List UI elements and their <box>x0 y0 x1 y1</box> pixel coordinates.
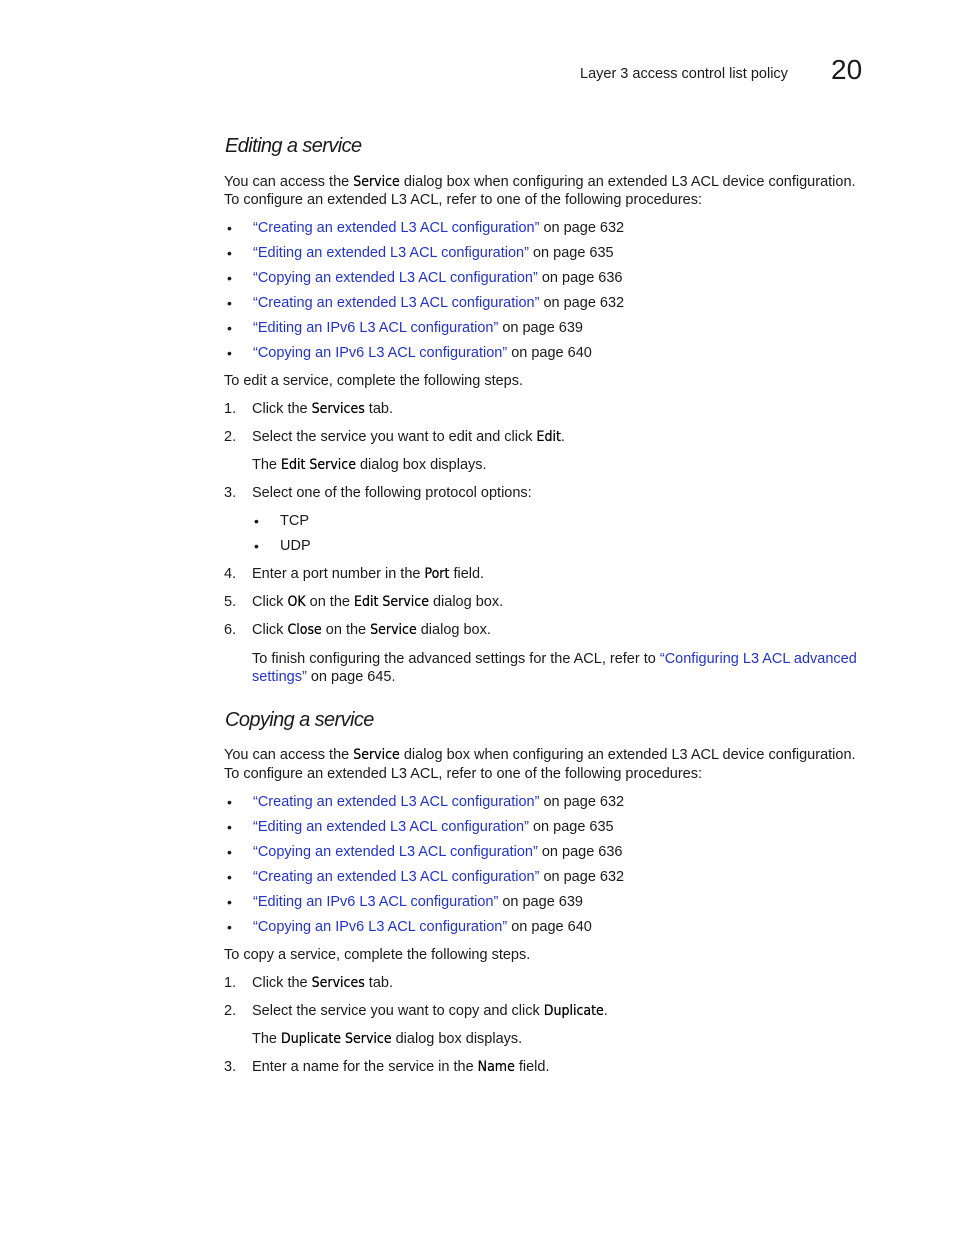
bullet: • <box>227 844 232 860</box>
cross-reference-link[interactable]: “Creating an extended L3 ACL configuration” <box>253 295 540 311</box>
step-number: 6. <box>224 622 237 638</box>
copying-steps-intro: To copy a service, complete the following steps. <box>224 947 531 963</box>
cross-reference-link[interactable]: “Editing an extended L3 ACL configuration” <box>253 819 529 835</box>
list-item: “Editing an IPv6 L3 ACL configuration” on page 639 <box>253 320 583 336</box>
copying-step-2-note: The Duplicate Service dialog box displays. <box>252 1031 523 1047</box>
step-number: 3. <box>224 485 237 501</box>
editing-finish-line1: To finish configuring the advanced settings for the ACL, refer to “Configuring L3 ACL advanced <box>252 651 857 667</box>
list-item: “Editing an extended L3 ACL configuration” on page 635 <box>253 245 614 261</box>
list-item: “Copying an extended L3 ACL configuration” on page 636 <box>253 844 623 860</box>
bullet: • <box>227 794 232 810</box>
editing-step-6: Click Close on the Service dialog box. <box>252 622 491 638</box>
bullet: • <box>254 538 259 554</box>
editing-step-3: Select one of the following protocol options: <box>252 485 532 501</box>
bullet: • <box>227 819 232 835</box>
editing-step-2: Select the service you want to edit and click Edit. <box>252 429 565 445</box>
cross-reference-link[interactable]: “Creating an extended L3 ACL configuration” <box>253 220 540 236</box>
copying-step-3: Enter a name for the service in the Name field. <box>252 1059 550 1075</box>
cross-reference-link[interactable]: “Copying an IPv6 L3 ACL configuration” <box>253 345 508 361</box>
bullet: • <box>227 894 232 910</box>
cross-reference-link[interactable]: “Editing an extended L3 ACL configuration” <box>253 245 529 261</box>
copying-intro-line2: To configure an extended L3 ACL, refer to one of the following procedures: <box>224 766 703 782</box>
list-item: “Copying an IPv6 L3 ACL configuration” on page 640 <box>253 919 592 935</box>
list-item: “Copying an extended L3 ACL configuration” on page 636 <box>253 270 623 286</box>
editing-step-4: Enter a port number in the Port field. <box>252 566 485 582</box>
list-item: “Creating an extended L3 ACL configuration” on page 632 <box>253 794 625 810</box>
chapter-title: Layer 3 access control list policy <box>580 66 788 82</box>
step-number: 2. <box>224 429 237 445</box>
step-number: 2. <box>224 1003 237 1019</box>
cross-reference-link[interactable]: “Copying an extended L3 ACL configuration” <box>253 270 538 286</box>
step-number: 1. <box>224 975 237 991</box>
bullet: • <box>227 220 232 236</box>
editing-steps-intro: To edit a service, complete the following steps. <box>224 373 524 389</box>
bullet: • <box>227 270 232 286</box>
list-item: “Copying an IPv6 L3 ACL configuration” on page 640 <box>253 345 592 361</box>
list-item: “Creating an extended L3 ACL configuration” on page 632 <box>253 869 625 885</box>
bullet: • <box>254 513 259 529</box>
step-number: 4. <box>224 566 237 582</box>
cross-reference-link[interactable]: “Editing an IPv6 L3 ACL configuration” <box>253 894 499 910</box>
cross-reference-link[interactable]: “Copying an IPv6 L3 ACL configuration” <box>253 919 508 935</box>
protocol-option: TCP <box>280 513 309 529</box>
step-number: 3. <box>224 1059 237 1075</box>
editing-step-1: Click the Services tab. <box>252 401 393 417</box>
cross-reference-link[interactable]: “Creating an extended L3 ACL configuration” <box>253 794 540 810</box>
cross-reference-link[interactable]: “Creating an extended L3 ACL configuration” <box>253 869 540 885</box>
copying-section-heading: Copying a service <box>225 709 374 731</box>
bullet: • <box>227 919 232 935</box>
copying-step-1: Click the Services tab. <box>252 975 393 991</box>
bullet: • <box>227 320 232 336</box>
list-item: “Editing an IPv6 L3 ACL configuration” on page 639 <box>253 894 583 910</box>
bullet: • <box>227 869 232 885</box>
step-number: 5. <box>224 594 237 610</box>
editing-step-2-note: The Edit Service dialog box displays. <box>252 457 487 473</box>
bullet: • <box>227 295 232 311</box>
step-number: 1. <box>224 401 237 417</box>
editing-finish-line2: settings” on page 645. <box>252 669 396 685</box>
copying-step-2: Select the service you want to copy and click Duplicate. <box>252 1003 608 1019</box>
list-item: “Editing an extended L3 ACL configuration” on page 635 <box>253 819 614 835</box>
editing-intro-line2: To configure an extended L3 ACL, refer to one of the following procedures: <box>224 192 703 208</box>
cross-reference-link[interactable]: “Editing an IPv6 L3 ACL configuration” <box>253 320 499 336</box>
cross-reference-link[interactable]: “Configuring L3 ACL advanced <box>659 651 857 667</box>
chapter-number: 20 <box>831 54 863 85</box>
list-item: “Creating an extended L3 ACL configuration” on page 632 <box>253 220 625 236</box>
protocol-option: UDP <box>280 538 311 554</box>
editing-step-5: Click OK on the Edit Service dialog box. <box>252 594 504 610</box>
copying-intro-line1: You can access the Service dialog box when configuring an extended L3 ACL device configuration. <box>224 747 856 763</box>
editing-section-heading: Editing a service <box>225 135 362 157</box>
bullet: • <box>227 345 232 361</box>
bullet: • <box>227 245 232 261</box>
cross-reference-link[interactable]: “Copying an extended L3 ACL configuration” <box>253 844 538 860</box>
cross-reference-link[interactable]: settings” <box>252 669 307 685</box>
list-item: “Creating an extended L3 ACL configuration” on page 632 <box>253 295 625 311</box>
editing-intro-line1: You can access the Service dialog box when configuring an extended L3 ACL device configuration. <box>224 174 856 190</box>
